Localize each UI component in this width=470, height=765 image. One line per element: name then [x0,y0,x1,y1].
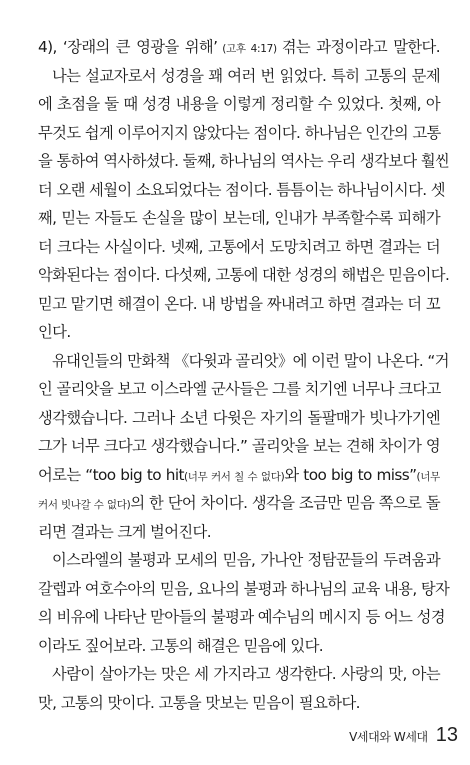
text-line: 생각했습니다. 그러나 소년 다윗은 자기의 돌팔매가 빗나가기엔 [38,408,440,427]
text-line: 을 통하여 역사하셨다. 둘째, 하나님의 역사는 우리 생각보다 훨씬 [38,152,450,170]
text-line: 더 오랜 세월이 소요되었다는 점이다. 틈틈이는 하나님이시다. 셋 [38,180,445,199]
text-line: 의 비유에 나타난 맏아들의 불평과 예수님의 메시지 등 어느 성경 [38,608,445,626]
text-line: 나는 설교자로서 성경을 꽤 여러 번 읽었다. 특히 고통의 문제 [52,66,440,85]
text-line: 그가 너무 크다고 생각했습니다.” 골리앗을 보는 견해 차이가 영 [38,437,440,455]
text-line: 4), ‘장래의 큰 영광을 위해’ (고후 4:17) 겪는 과정이라고 말한다. [38,38,440,56]
text-line: 이라도 짚어보라. 고통의 해결은 믿음에 있다. [38,636,324,655]
text-line: 맛, 고통의 맛이다. 고통을 맛보는 믿음이 필요하다. [38,693,360,712]
page-footer [349,724,458,747]
text-line: 이스라엘의 불평과 모세의 믿음, 가나안 정탐꾼들의 두려움과 [52,551,440,569]
text-line: 유대인들의 만화책 《다윗과 골리앗》에 이런 말이 나온다. “거 [52,351,449,370]
text-line: 무것도 쉽게 이루어지지 않았다는 점이다. 하나님은 인간의 고통 [38,123,441,142]
text-line: 리면 결과는 크게 벌어진다. [38,522,211,541]
running-footer-title: V세대와 W세대 [349,730,428,744]
page-number: 13 [435,724,458,746]
text-line: 인다. [38,323,71,341]
text-line: 인 골리앗을 보고 이스라엘 군사들은 그를 치기엔 너무나 크다고 [38,380,441,398]
text-line: 갈렙과 여호수아의 믿음, 요나의 불평과 하나님의 교육 내용, 탕자 [38,579,450,598]
text-line: 커서 빗나갈 수 없다)의 한 단어 차이다. 생각을 조금만 믿음 쪽으로 돌 [38,494,440,512]
text-line: 에 초점을 둘 때 성경 내용을 이렇게 정리할 수 있었다. 첫째, 아 [38,95,440,113]
text-line: 더 크다는 사실이다. 넷째, 고통에서 도망치려고 하면 결과는 더 [38,237,440,256]
page-body [38,33,450,717]
text-line: 악화된다는 점이다. 다섯째, 고통에 대한 성경의 해법은 믿음이다. [38,266,450,284]
text-line: 어로는 “too big to hit(너무 커서 칠 수 없다)와 too big to miss”(너무 [38,465,440,484]
text-line: 사람이 살아가는 맛은 세 가지라고 생각한다. 사랑의 맛, 아는 [52,665,440,683]
text-line: 믿고 맡기면 해결이 온다. 내 방법을 짜내려고 하면 결과는 더 꼬 [38,294,440,313]
text-line: 째, 믿는 자들도 손실을 많이 보는데, 인내가 부족할수록 피해가 [38,209,440,227]
